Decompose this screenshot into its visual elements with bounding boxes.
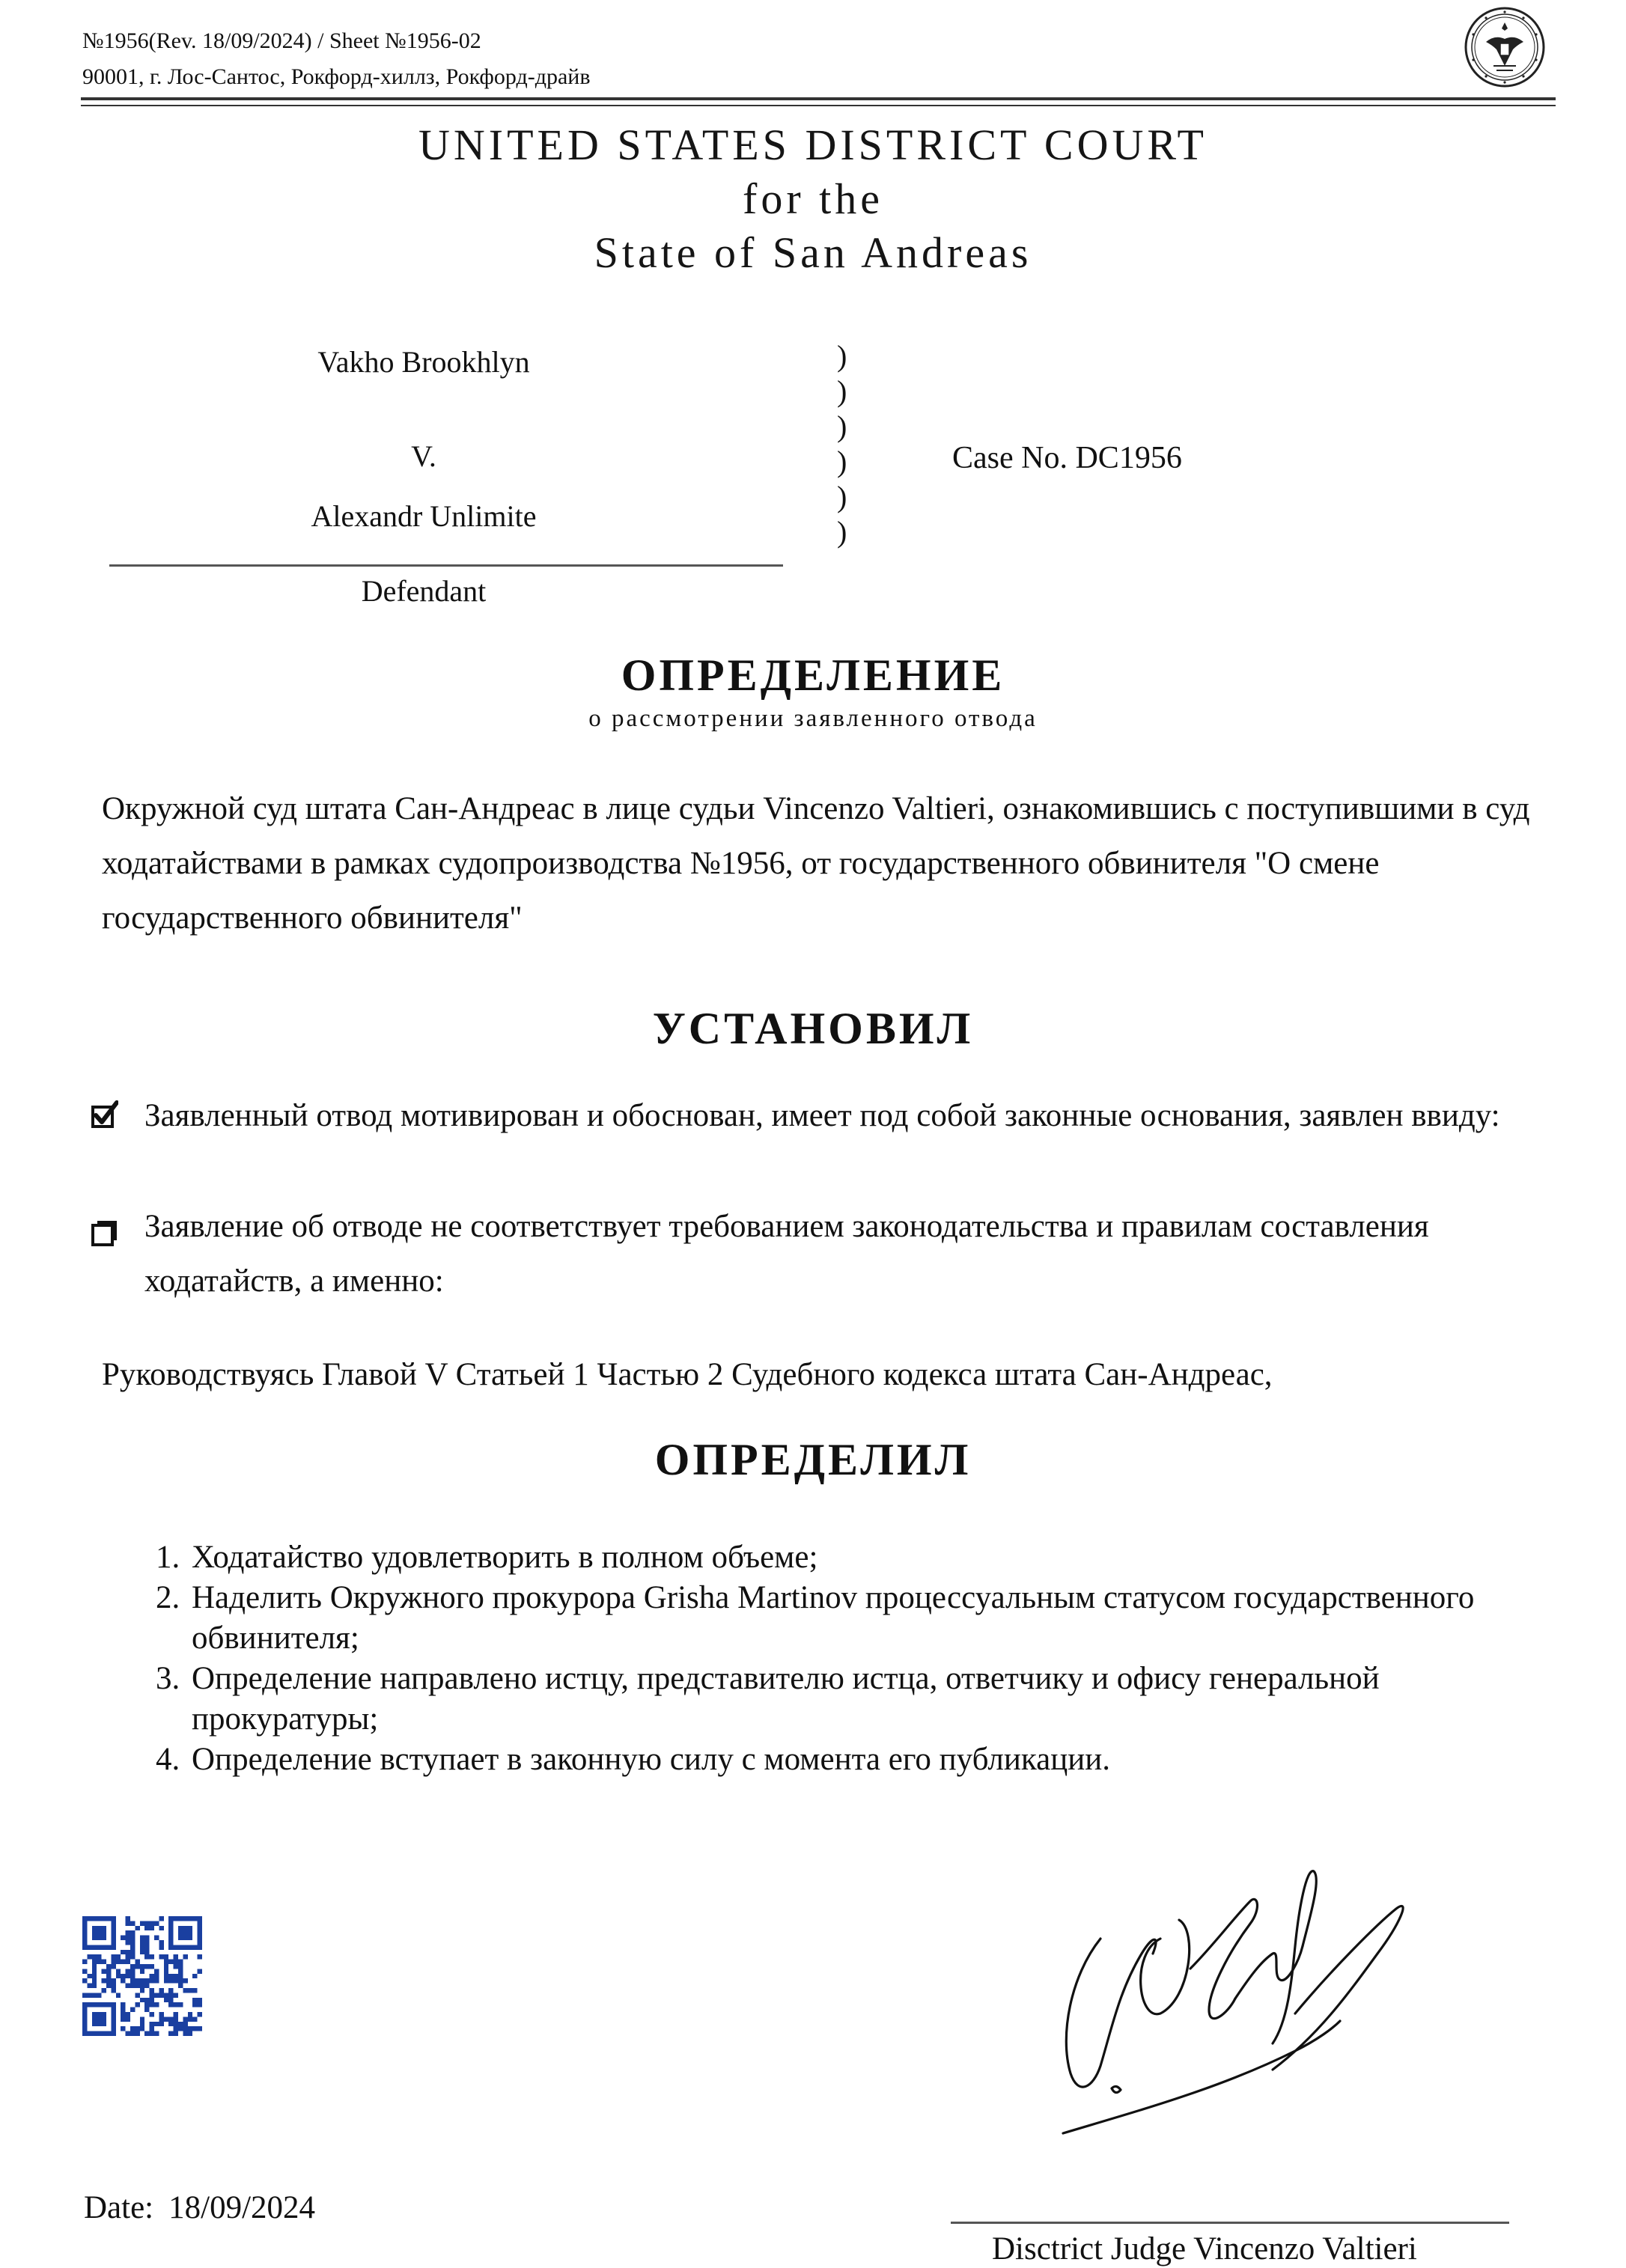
plaintiff-name: Vakho Brookhlyn <box>317 345 530 379</box>
document-title: ОПРЕДЕЛЕНИЕ <box>621 650 1005 700</box>
caption-paren: ) <box>837 480 847 513</box>
header-divider-thin <box>81 105 1556 106</box>
decision-item <box>156 1740 1563 1780</box>
decision-item-text: Определение направлено истцу, представителю истца, ответчику и офису генеральной прокуратуры; <box>192 1661 1380 1737</box>
defendant-label: Defendant <box>361 574 487 608</box>
court-name: UNITED STATES DISTRICT COURT <box>418 121 1208 169</box>
court-for-the: for the <box>743 174 883 223</box>
document-subtitle: о рассмотрении заявленного отвода <box>588 705 1038 732</box>
case-number: Case No. DC1956 <box>952 441 1182 475</box>
caption-paren: ) <box>837 374 847 408</box>
caption-paren: ) <box>837 445 847 478</box>
decision-item-text: Наделить Окружного прокурора Grisha Martinov процессуальным статусом государственного обвинителя; <box>192 1580 1475 1656</box>
checkbox-checked-icon[interactable] <box>90 1100 118 1129</box>
decision-item <box>156 1578 1563 1659</box>
versus-label: V. <box>411 439 436 473</box>
caption-paren: ) <box>837 339 847 373</box>
court-jurisdiction: State of San Andreas <box>594 228 1032 277</box>
legal-basis: Руководствуясь Главой V Статьей 1 Частью 2 Судебного кодекса штата Сан-Андреас, <box>102 1357 1273 1392</box>
defendant-name: Alexandr Unlimite <box>311 499 537 533</box>
date-label: Date: <box>84 2190 154 2225</box>
decision-item-text: Ходатайство удовлетворить в полном объеме; <box>192 1540 818 1575</box>
decision-item <box>156 1537 1563 1578</box>
established-heading: УСТАНОВИЛ <box>652 1004 974 1053</box>
caption-paren: ) <box>837 409 847 443</box>
date-value: 18/09/2024 <box>168 2190 316 2225</box>
caption-paren: ) <box>837 515 847 549</box>
sheet-number: №1956(Rev. 18/09/2024) / Sheet №1956-02 <box>82 28 481 53</box>
decision-item-number: 4. <box>156 1742 180 1777</box>
qr-code[interactable] <box>82 1916 202 2036</box>
intro-paragraph: Окружной суд штата Сан-Андреас в лице судьи Vincenzo Valtieri, ознакомившись с поступившими в суд ходатайствами в рамках судопроизводства №1956, от государственного обвинителя "О смене государственного обвинителя" <box>102 791 1530 936</box>
header-divider <box>81 97 1556 100</box>
decision-list <box>156 1537 1563 1780</box>
signature-line <box>951 2222 1509 2224</box>
court-address: 90001, г. Лос-Сантос, Рокфорд-хиллз, Рокфорд-драйв <box>82 64 591 89</box>
court-seal-icon <box>1464 6 1546 88</box>
established-option-invalid: Заявление об отводе не соответствует требованием законодательства и правилам составления ходатайств, а именно: <box>144 1209 1429 1299</box>
decided-heading: ОПРЕДЕЛИЛ <box>654 1435 972 1484</box>
decision-item <box>156 1659 1563 1740</box>
decision-item-number: 3. <box>156 1661 180 1696</box>
decision-item-number: 2. <box>156 1580 180 1615</box>
date-field <box>84 2189 315 2226</box>
checkbox-unchecked-icon[interactable] <box>90 1219 118 1247</box>
established-option-valid: Заявленный отвод мотивирован и обоснован, имеет под собой законные основания, заявлен ввиду: <box>144 1098 1500 1133</box>
decision-item-number: 1. <box>156 1540 180 1575</box>
decision-item-text: Определение вступает в законную силу с момента его публикации. <box>192 1742 1110 1777</box>
judge-name: Disctrict Judge Vincenzo Valtieri <box>992 2231 1417 2267</box>
judge-signature <box>1048 1864 1422 2163</box>
caption-divider <box>109 564 783 567</box>
